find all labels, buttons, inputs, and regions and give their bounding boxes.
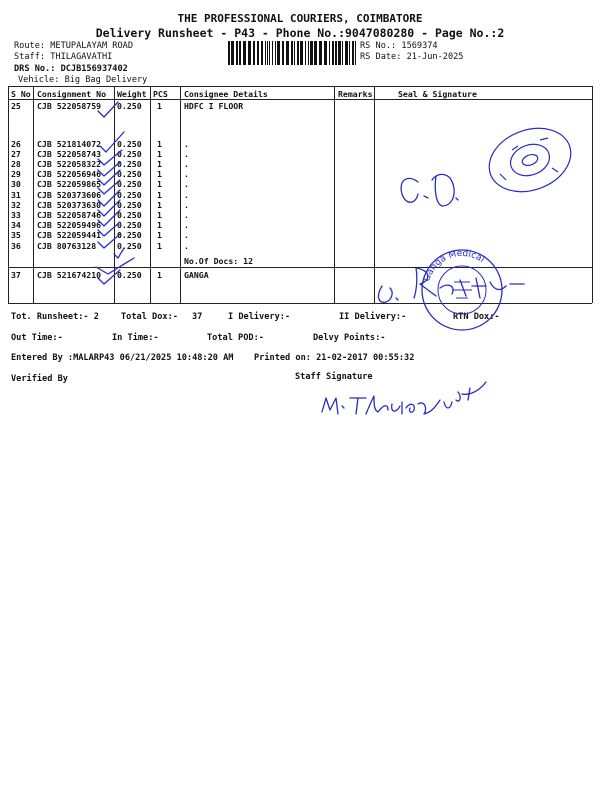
staff-label: Staff: THILAGAVATHI (14, 52, 113, 62)
cell-sno: 27 (11, 149, 21, 159)
cell-consignee: . (184, 220, 189, 230)
entered-by: Entered By :MALARP43 06/21/2025 10:48:20 AM (11, 353, 234, 363)
route-label: Route: METUPALAYAM ROAD (14, 41, 133, 51)
cell-consignee: GANGA (184, 270, 209, 280)
drs-label: DRS No.: DCJB156937402 (14, 64, 128, 74)
staff-signature-label: Staff Signature (295, 372, 373, 382)
cell-sno: 37 (11, 270, 21, 280)
cell-sno: 31 (11, 190, 21, 200)
cell-consignee: . (184, 139, 189, 149)
total-dox-label: Total Dox:- (121, 312, 178, 322)
printed-on: Printed on: 21-02-2017 00:55:32 (254, 353, 415, 363)
company-title: THE PROFESSIONAL COURIERS, COIMBATORE (177, 12, 423, 25)
cell-pcs: 1 (157, 159, 162, 169)
cell-weight: 0.250 (117, 241, 142, 251)
cell-weight: 0.250 (117, 220, 142, 230)
col-header-pcs: PCS (153, 89, 168, 99)
cell-consignee: . (184, 230, 189, 240)
cell-consignment: CJB 522059441 (37, 230, 102, 240)
cell-pcs: 1 (157, 101, 162, 111)
cell-weight: 0.250 (117, 101, 142, 111)
rs-no-label: RS No.: 1569374 (360, 41, 438, 51)
cell-consignment: CJB 522058759 (37, 101, 102, 111)
cell-pcs: 1 (157, 241, 162, 251)
tick-icon (98, 102, 118, 117)
cell-consignee: . (184, 241, 189, 251)
cell-consignment: CJB 521674210 (37, 270, 102, 280)
col-header-remarks: Remarks (338, 89, 373, 99)
cell-consignee: . (184, 200, 189, 210)
cell-consignment: CJB 522059865 (37, 179, 102, 189)
cell-sno: 33 (11, 210, 21, 220)
cell-consignee: . (184, 190, 189, 200)
cell-pcs: 1 (157, 190, 162, 200)
cell-weight: 0.250 (117, 270, 142, 280)
cell-sno: 32 (11, 200, 21, 210)
cell-sno: 26 (11, 139, 21, 149)
cell-consignment: CJB 520373606 (37, 190, 102, 200)
i-delivery-label: I Delivery:- (228, 312, 291, 322)
runsheet-subtitle: Delivery Runsheet - P43 - Phone No.:9047080280 - Page No.:2 (95, 26, 505, 40)
cell-weight: 0.250 (117, 149, 142, 159)
cell-consignment: CJB 520373630 (37, 200, 102, 210)
cell-pcs: 1 (157, 179, 162, 189)
tick-icon (98, 270, 120, 284)
cell-pcs: 1 (157, 210, 162, 220)
cell-consignment: CJB 522058743 (37, 149, 102, 159)
rs-date-label: RS Date: 21-Jun-2025 (360, 52, 464, 62)
signature-upper (401, 178, 418, 202)
cell-consignee: . (184, 149, 189, 159)
out-time-label: Out Time:- (11, 333, 63, 343)
col-header-seal: Seal & Signature (398, 89, 477, 99)
cell-sno: 28 (11, 159, 21, 169)
cell-consignment: CJB 80763128 (37, 241, 97, 251)
cell-sno: 35 (11, 230, 21, 240)
svg-text:Ganga Medical: Ganga Medical (422, 248, 487, 284)
vehicle-label: Vehicle: Big Bag Delivery (18, 75, 148, 85)
cell-pcs: 1 (157, 230, 162, 240)
cell-weight: 0.250 (117, 190, 142, 200)
total-pod-label: Total POD:- (207, 333, 264, 343)
col-header-weight: Weight (117, 89, 147, 99)
cell-consignee: . (184, 179, 189, 189)
cell-consignment: CJB 522058322 (37, 159, 102, 169)
cell-pcs: 1 (157, 200, 162, 210)
seal-stamp-lower (422, 249, 502, 330)
verified-by-label: Verified By (11, 374, 68, 384)
cell-pcs: 1 (157, 270, 162, 280)
cell-sno: 36 (11, 241, 21, 251)
rtn-dox-label: RTN Dox:- (453, 312, 500, 322)
tick-icon (114, 248, 124, 258)
delvy-points-label: Delvy Points:- (313, 333, 386, 343)
cell-weight: 0.250 (117, 179, 142, 189)
cell-sno: 25 (11, 101, 21, 111)
no-of-docs: No.Of Docs: 12 (184, 256, 254, 266)
col-header-consignment: Consignment No (37, 89, 107, 99)
cell-pcs: 1 (157, 169, 162, 179)
ii-delivery-label: II Delivery:- (339, 312, 407, 322)
col-header-consignee: Consignee Details (184, 89, 268, 99)
cell-pcs: 1 (157, 139, 162, 149)
cell-consignee: . (184, 159, 189, 169)
cell-consignment: CJB 522058746 (37, 210, 102, 220)
tick-icon (96, 258, 134, 274)
cell-weight: 0.250 (117, 210, 142, 220)
cell-sno: 30 (11, 179, 21, 189)
staff-signature-icon (322, 398, 338, 414)
cell-weight: 0.250 (117, 139, 142, 149)
cell-weight: 0.250 (117, 159, 142, 169)
cell-sno: 29 (11, 169, 21, 179)
cell-consignment: CJB 521814072 (37, 139, 102, 149)
tot-runsheet: Tot. Runsheet:- 2 (11, 312, 99, 322)
tick-icon (100, 132, 124, 152)
cell-weight: 0.250 (117, 230, 142, 240)
cell-consignee: . (184, 169, 189, 179)
in-time-label: In Time:- (112, 333, 159, 343)
tick-icon (98, 234, 120, 248)
total-dox-value: 37 (192, 312, 203, 322)
cell-consignment: CJB 522059496 (37, 220, 102, 230)
cell-consignment: CJB 522056946 (37, 169, 102, 179)
col-header-sno: S No (11, 89, 31, 99)
cell-sno: 34 (11, 220, 21, 230)
cell-consignee: . (184, 210, 189, 220)
cell-weight: 0.250 (117, 200, 142, 210)
seal-stamp-upper (480, 117, 579, 202)
cell-pcs: 1 (157, 149, 162, 159)
signature-lower (379, 286, 393, 302)
cell-pcs: 1 (157, 220, 162, 230)
cell-consignee: HDFC I FLOOR (184, 101, 244, 111)
cell-weight: 0.250 (117, 169, 142, 179)
